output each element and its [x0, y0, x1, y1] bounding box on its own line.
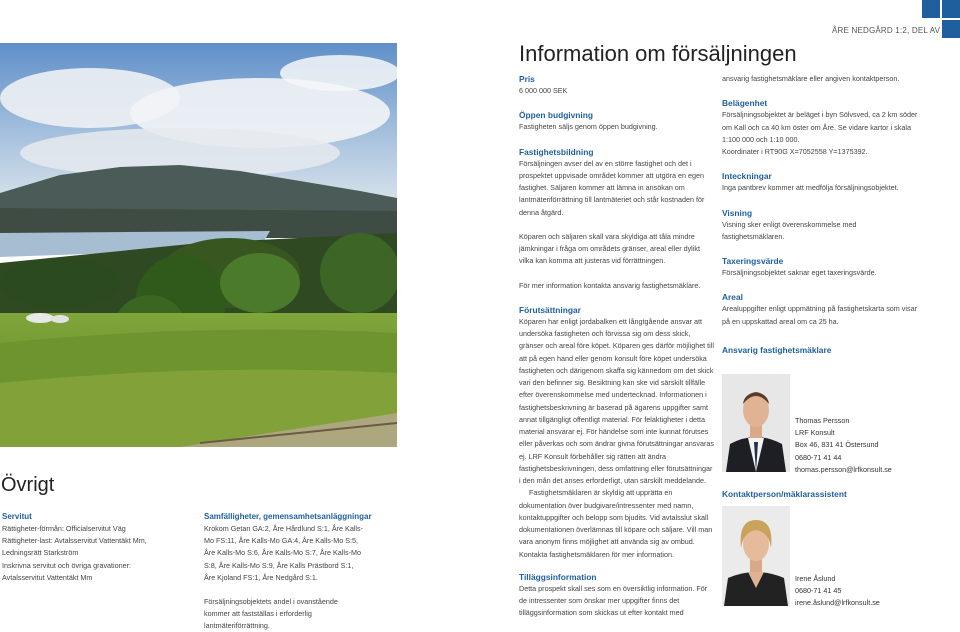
property-label: ÅRE NEDGÅRD 1:2, DEL AV: [832, 26, 941, 35]
mer-information-text: För mer information kontakta ansvarig fastighetsmäklare.: [519, 280, 701, 290]
broker-address: Box 46, 831 41 Östersund: [795, 440, 879, 450]
forutsattningar-heading: Förutsättningar: [519, 304, 581, 315]
contact-email[interactable]: irene.åslund@lrfkonsult.se: [795, 598, 880, 608]
page-title: Information om försäljningen: [519, 41, 797, 66]
areal-heading: Areal: [722, 292, 743, 303]
tillagg-text: Detta prospekt skall ses som en översiktlig information. För de intressenter som önskar mer uppgifter finns det tilläggsinformation som skickas ut efter kontakt med: [519, 583, 708, 618]
contact-portrait: [722, 506, 790, 606]
andel-line: Försäljningsobjektets andel i ovanstående: [204, 597, 338, 607]
right-column: [722, 73, 918, 356]
decor-square-3: [942, 20, 960, 38]
middle-column: [519, 73, 715, 620]
servitut-line: Avtalsservitut Vattentäkt Mm: [2, 572, 93, 582]
visning-text: Visning sker enligt överenskommelse med fastighetsmäklaren.: [722, 219, 857, 241]
inteckningar-text: Inga pantbrev kommer att medfölja försäljningsobjektet.: [722, 183, 899, 193]
samf-line: S:8, Åre Kalls-Mo S:9, Åre Kalls Prästbord S:1,: [204, 560, 354, 570]
fastighetsbildning-text: Försäljningen avser del av en större fastighet och det i prospektet uppvisade området kommer att utgöra en egen fastighet. Säljaren kommer att lämna in ansökan om lantmäteriförrättning till lantmäteriet och står kostnaden för denna åtgärd.: [519, 158, 705, 217]
areal-text: Arealuppgifter enligt uppmätning på fastighetskarta som visar på en uppskattad areal om ca 25 ha.: [722, 304, 917, 326]
koordinater-text: Koordinater i RT90G X=7052558 Y=1375392.: [722, 147, 868, 156]
budgivning-heading: Öppen budgivning: [519, 110, 593, 121]
decor-square-2: [942, 0, 960, 18]
servitut-line: Rättigheter-last: Avtalsservitut Vattentäkt Mm,: [2, 536, 147, 546]
samf-heading: Samfälligheter, gemensamhetsanläggningar: [204, 512, 372, 521]
broker-portrait: [722, 374, 790, 472]
samf-line: Åre Kalls-Mo S:6, Åre Kalls-Mo S:7, Åre Kalls-Mo: [204, 548, 361, 558]
belagenhet-text: Försäljningsobjektet är beläget i byn Sölvsved, ca 2 km söder om Kall och ca 40 km öster om Åre. Se vidare kartor i skala 1:100 000 och 1:10 000.: [722, 110, 918, 144]
maklare-heading: Ansvarig fastighetsmäklare: [722, 344, 832, 355]
fastighetsbildning-heading: Fastighetsbildning: [519, 146, 594, 157]
samfalligheter-block: [204, 511, 404, 632]
contact-phone: 0680-71 41 45: [795, 586, 842, 596]
andel-line: kommer att fastställas i erforderlig: [204, 609, 312, 619]
broker-email[interactable]: thomas.persson@lrfkonsult.se: [795, 464, 892, 474]
broker-name: Thomas Persson: [795, 416, 850, 425]
belagenhet-heading: Belägenhet: [722, 98, 768, 109]
kontakt-heading: Kontaktperson/mäklarassistent: [722, 489, 847, 499]
taxering-text: Försäljningsobjektet saknar eget taxeringsvärde.: [722, 268, 877, 277]
jamkningar-text: Köparen och säljaren skall vara skyldiga att tåla mindre jämkningar i fråga om områdets gränser, areal eller dylikt vilka kan komma att justeras vid förrättningen.: [519, 231, 700, 266]
servitut-heading: Servitut: [2, 512, 32, 521]
broker-contact: [795, 415, 892, 476]
pris-value: 6 000 000 SEK: [519, 86, 568, 95]
landscape-photo: [0, 43, 397, 447]
inteckningar-heading: Inteckningar: [722, 171, 772, 182]
samf-line: Mo FS:11, Åre Kalls-Mo GA:4, Åre Kalls-Mo S:5,: [204, 536, 359, 546]
samf-line: Åre Kjoland FS:1, Åre Nedgård S:1.: [204, 572, 318, 582]
contact-name: Irene Åslund: [795, 574, 836, 583]
right-top-text: ansvarig fastighetsmäklare eller angiven kontaktperson.: [722, 74, 900, 83]
broker-phone: 0680-71 41 44: [795, 452, 842, 462]
taxering-heading: Taxeringsvärde: [722, 256, 784, 266]
servitut-line: Inskrivna servitut och övriga gravationer:: [2, 560, 132, 570]
contact-person-details: [795, 573, 880, 610]
servitut-line: Rättigheter-förmån: Officialservitut Väg: [2, 524, 126, 533]
tillagg-heading: Tilläggsinformation: [519, 571, 597, 582]
pris-heading: Pris: [519, 74, 535, 84]
decor-square-1: [922, 0, 940, 18]
andel-line: lantmäteriförrättning.: [204, 621, 270, 631]
forutsattningar-text-2: Fastighetsmäklaren är skyldig att upprätta en dokumentation över budgivare/intressenter med namn, kontaktuppgifter och belopp som bjudits. Vid avtalsslut skall dokumentationen överlämnas till köpare och säljare. Vill man vara anonym finns möjlighet att använda sig av ombud. Kontakta fastighetsmäklaren för mer information.: [519, 488, 713, 559]
visning-heading: Visning: [722, 207, 753, 218]
broker-company: LRF Konsult: [795, 428, 835, 438]
servitut-line: Ledningsrätt Starkström: [2, 548, 79, 558]
forutsattningar-text: Köparen har enligt jordabalken ett långtgående ansvar att undersöka fastigheten och förvissa sig om dess skick, gränser och areal före köpet. Köparen ges därför möjlighet till att på egen hand eller genom konsult före köpet undersöka fastigheten och därigenom skaffa sig kännedom om det skick vari den befinner sig. Besiktning kan ske vid särskilt tillfälle efter överenskommelse med undertecknad. Informationen i fastighetsbeskrivning är baserad på ägarens uppgifter samt annat tillgängligt offentligt material. För felaktigheter i detta material ansvarar ej. För händelse som inte kunnat förutses eller påverkas och som ändrar givna förutsättningar ansvaras ej. LRF Konsult förbehåller sig rätten att ändra fastighetsbeskrivningen, dess omfattning eller förutsättningar i den mån det anses erforderligt, utan särskilt meddelande.: [519, 316, 714, 485]
servitut-block: [2, 511, 197, 584]
samf-line: Krokom Getan GA:2, Åre Hårdlund S:1, Åre Kalls-: [204, 524, 363, 533]
ovrigt-title: Övrigt: [1, 474, 55, 496]
budgivning-text: Fastigheten säljs genom öppen budgivning.: [519, 122, 658, 132]
